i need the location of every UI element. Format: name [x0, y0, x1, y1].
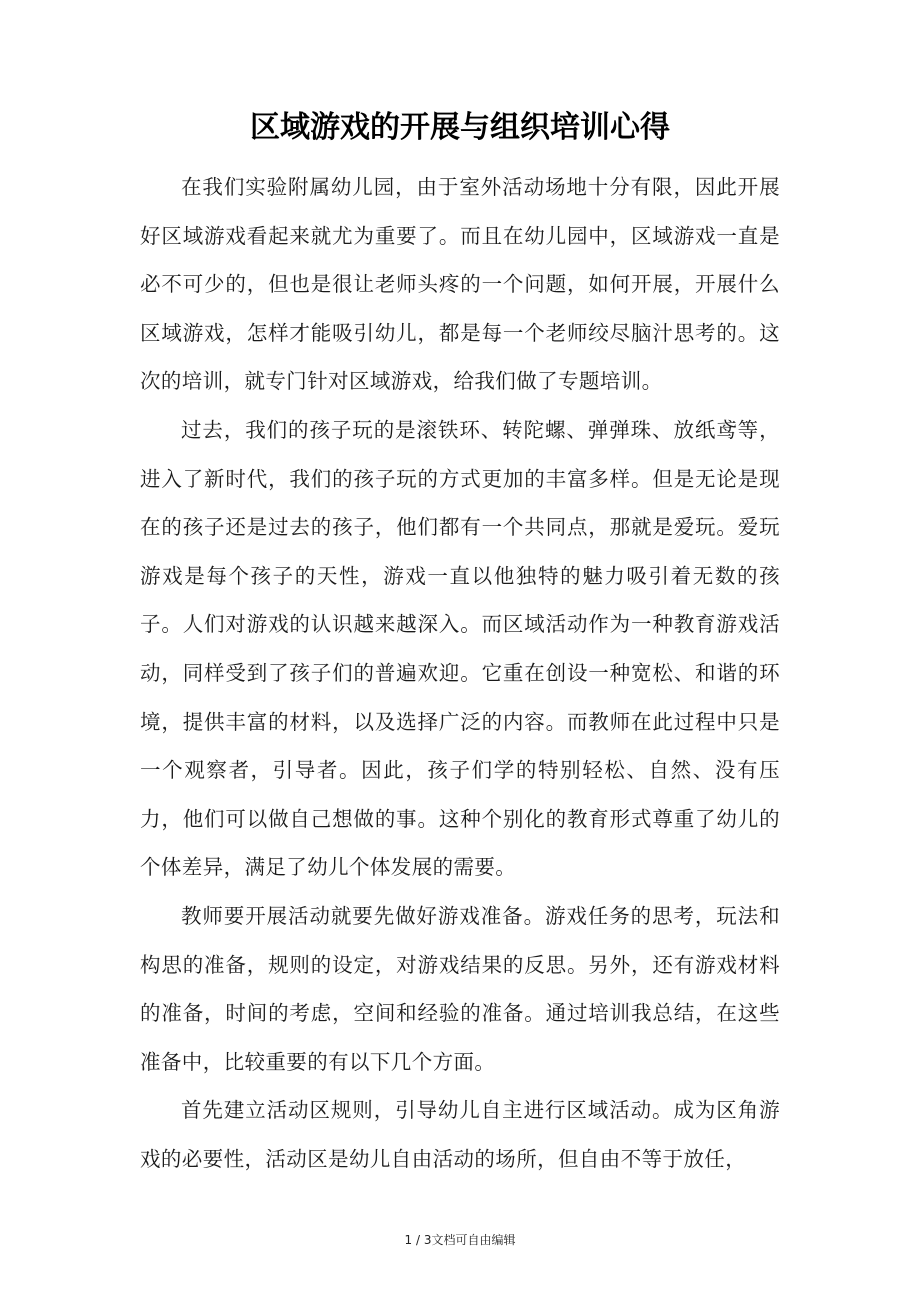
- paragraph-1: 在我们实验附属幼儿园，由于室外活动场地十分有限，因此开展好区域游戏看起来就尤为重要了。而且在幼儿园中，区域游戏一直是必不可少的，但也是很让老师头疼的一个问题，如何开展，开展什么区域游戏，怎样才能吸引幼儿，都是每一个老师绞尽脑汁思考的。这次的培训，就专门针对区域游戏，给我们做了专题培训。: [140, 175, 780, 394]
- document-title: 区域游戏的开展与组织培训心得: [250, 110, 670, 145]
- paragraph-2: 过去，我们的孩子玩的是滚铁环、转陀螺、弹弹珠、放纸鸢等，进入了新时代，我们的孩子玩的方式更加的丰富多样。但是无论是现在的孩子还是过去的孩子，他们都有一个共同点，那就是爱玩。爱玩游戏是每个孩子的天性，游戏一直以他独特的魅力吸引着无数的孩子。人们对游戏的认识越来越深入。而区域活动作为一种教育游戏活动，同样受到了孩子们的普遍欢迎。它重在创设一种宽松、和谐的环境，提供丰富的材料，以及选择广泛的内容。而教师在此过程中只是一个观察者，引导者。因此，孩子们学的特别轻松、自然、没有压力，他们可以做自己想做的事。这种个别化的教育形式尊重了幼儿的个体差异，满足了幼儿个体发展的需要。: [140, 417, 780, 880]
- document-body: [140, 163, 780, 1183]
- page-footer: 1 / 3文档可自由编辑: [404, 1233, 516, 1247]
- paragraph-4: 首先建立活动区规则，引导幼儿自主进行区域活动。成为区角游戏的必要性，活动区是幼儿自由活动的场所，但自由不等于放任，: [140, 1098, 780, 1171]
- paragraph-3: 教师要开展活动就要先做好游戏准备。游戏任务的思考，玩法和构思的准备，规则的设定，对游戏结果的反思。另外，还有游戏材料的准备，时间的考虑，空间和经验的准备。通过培训我总结，在这些准备中，比较重要的有以下几个方面。: [140, 903, 780, 1074]
